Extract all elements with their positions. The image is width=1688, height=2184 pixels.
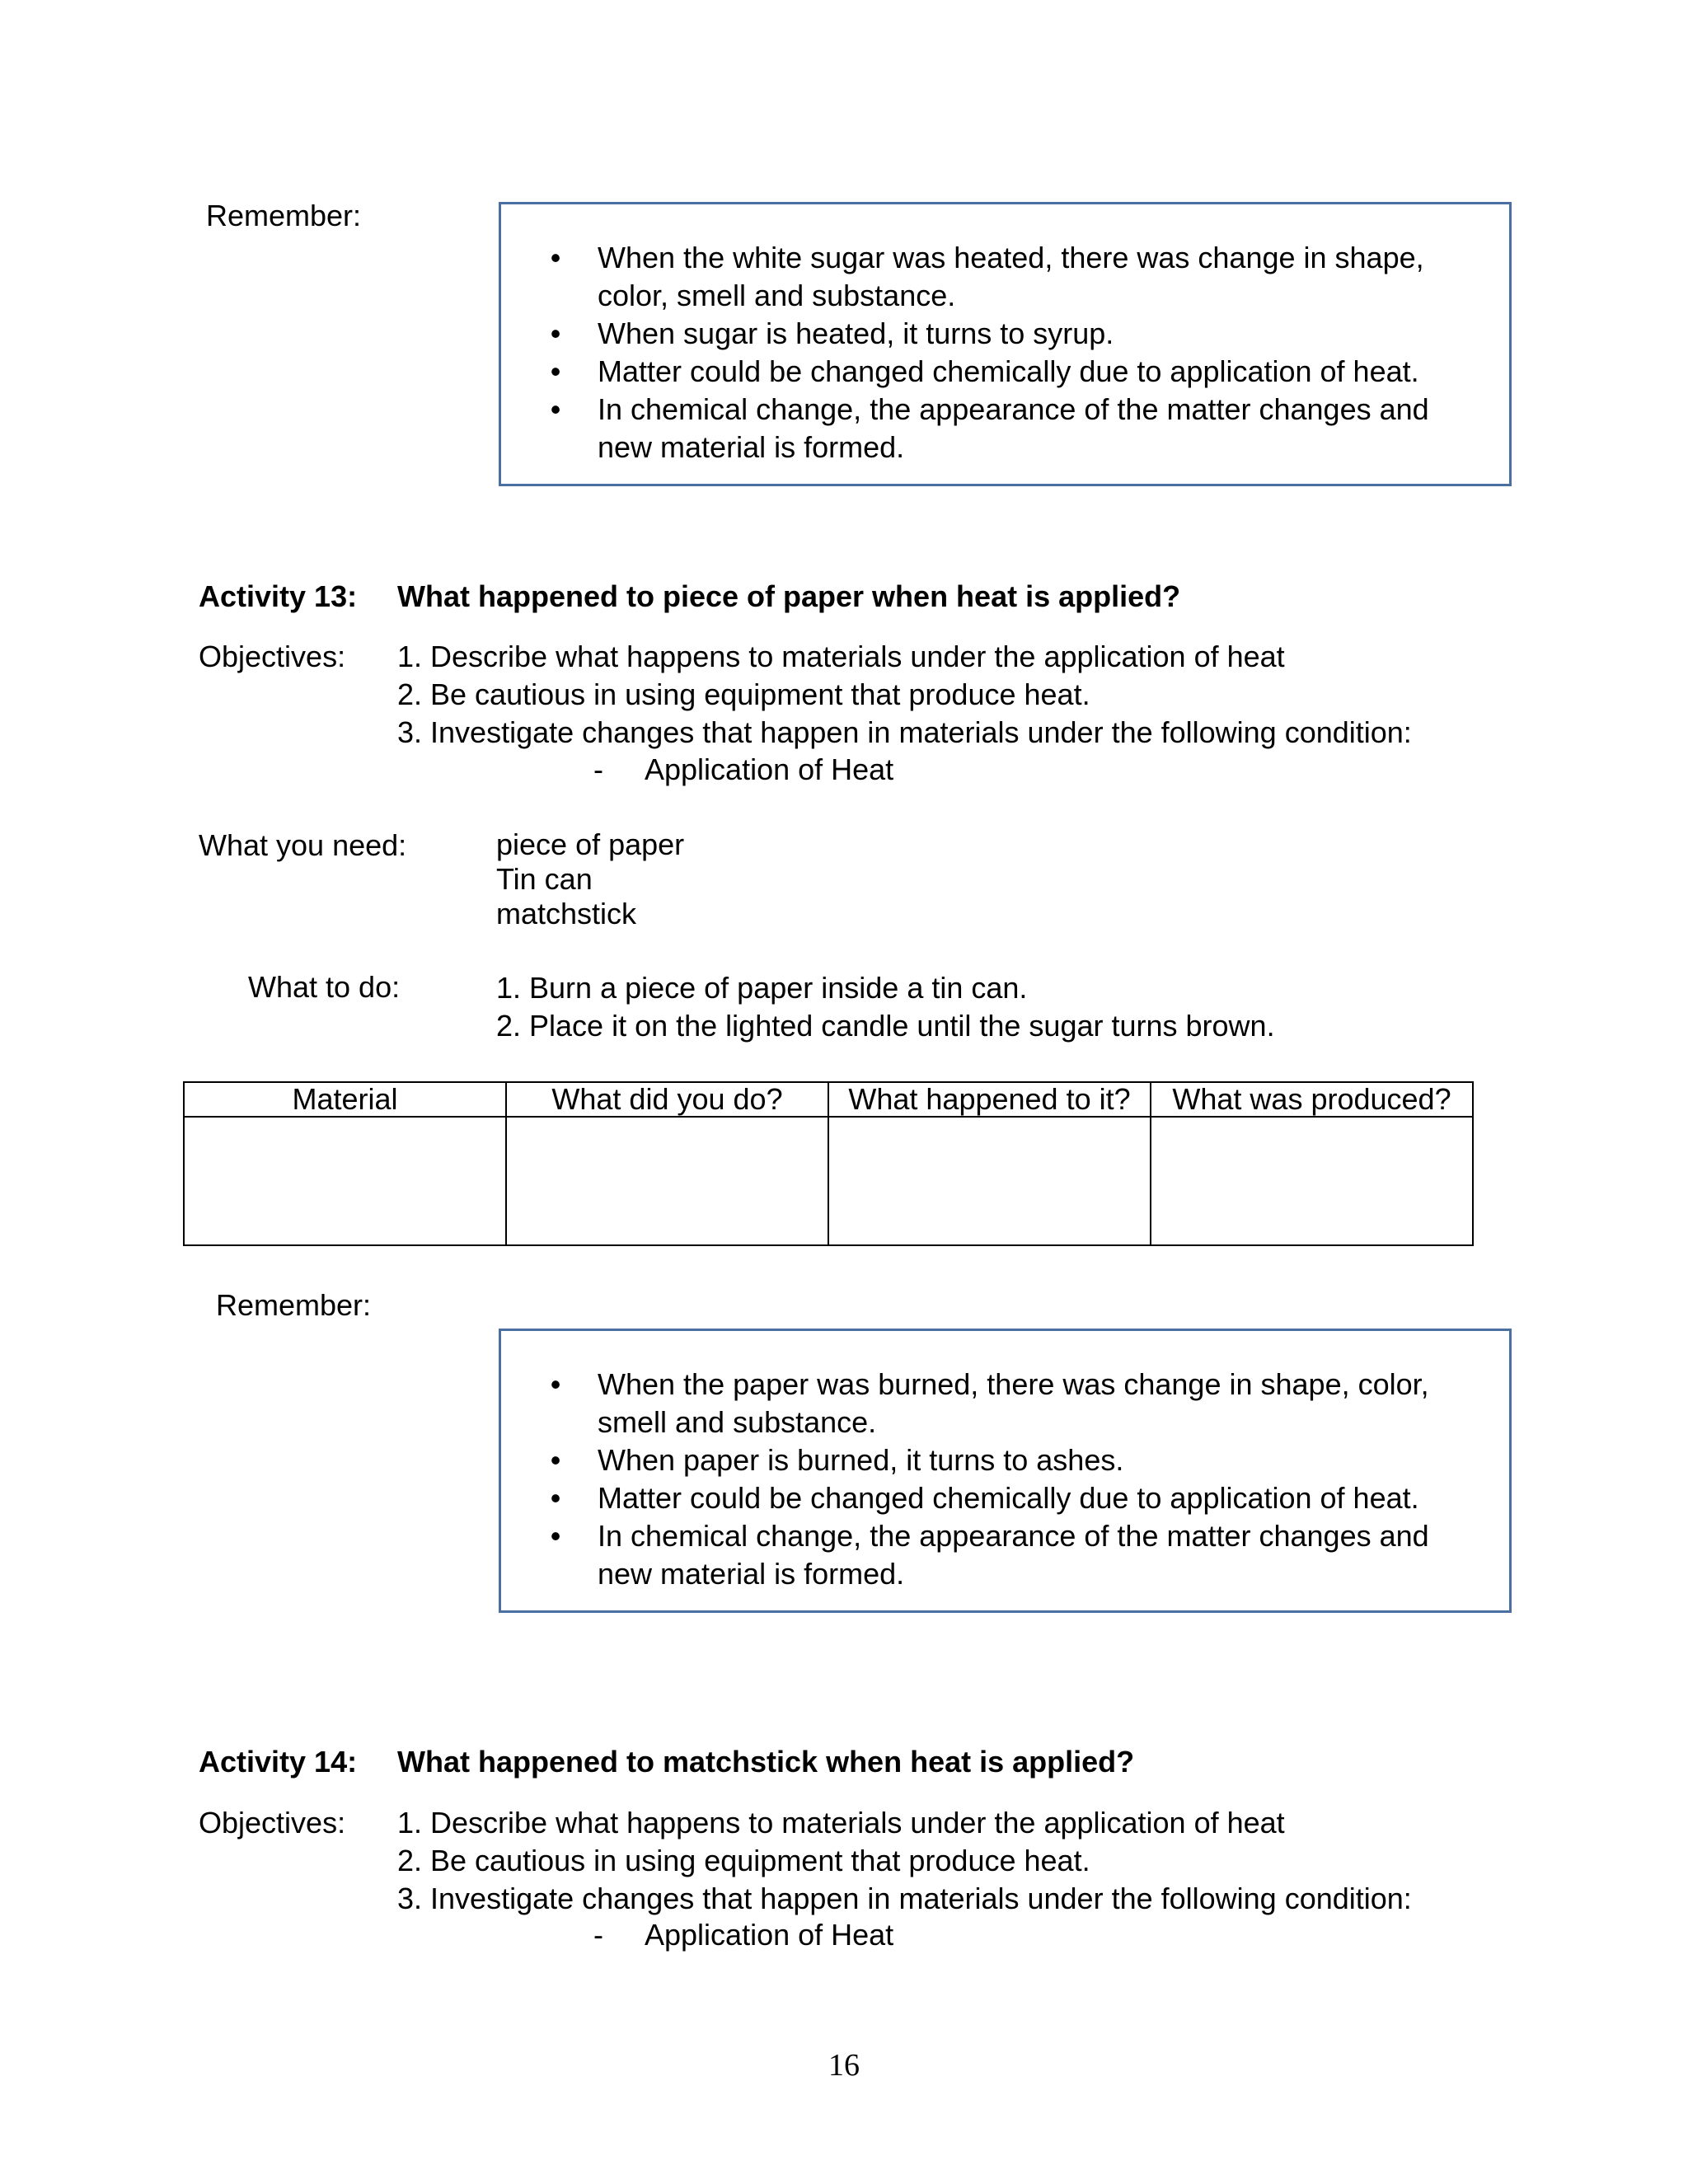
table-cell[interactable]: [506, 1117, 828, 1245]
remember-label: Remember:: [216, 1288, 372, 1322]
list-item: • Matter could be changed chemically due to application of heat.: [501, 353, 1463, 391]
objective-item: 2. Be cautious in using equipment that produce heat.: [397, 677, 1090, 711]
needs-list: [496, 827, 684, 931]
condition-dash: -: [593, 752, 603, 786]
todo-label: What to do:: [248, 970, 401, 1004]
remember-list: [501, 239, 1509, 466]
condition-text: Application of Heat: [645, 1918, 894, 1952]
objective-item: 1. Describe what happens to materials under the application of heat: [397, 1806, 1285, 1840]
need-item: piece of paper: [496, 827, 685, 861]
table-cell[interactable]: [828, 1117, 1151, 1245]
activity-title: What happened to piece of paper when heat is applied?: [397, 579, 1181, 613]
list-item: • In chemical change, the appearance of the matter changes and new material is formed.: [501, 1517, 1463, 1593]
step-item: 2. Place it on the lighted candle until the sugar turns brown.: [496, 1009, 1275, 1043]
table-header-material: Material: [184, 1082, 506, 1117]
list-item: • When sugar is heated, it turns to syrup.: [501, 315, 1463, 353]
bullet-icon: •: [550, 1519, 561, 1553]
list-item: • In chemical change, the appearance of the matter changes and new material is formed.: [501, 391, 1463, 466]
bullet-icon: •: [550, 316, 561, 350]
activity-number: Activity 13:: [199, 579, 358, 613]
condition-text: Application of Heat: [645, 752, 894, 786]
remember-label: Remember:: [206, 199, 362, 232]
step-item: 1. Burn a piece of paper inside a tin can.: [496, 971, 1028, 1005]
objectives-label: Objectives:: [199, 1806, 346, 1840]
remember-list: [501, 1366, 1509, 1593]
table-header-action: What did you do?: [506, 1082, 828, 1117]
objectives-list: [397, 638, 1412, 752]
need-label: What you need:: [199, 828, 407, 862]
observation-table: [183, 1081, 1474, 1246]
activity-number: Activity 14:: [199, 1745, 358, 1779]
remember-box: [499, 202, 1512, 486]
table-cell[interactable]: [1151, 1117, 1473, 1245]
table-header-row: [184, 1082, 1473, 1117]
table-header-result: What happened to it?: [828, 1082, 1151, 1117]
objectives-list: [397, 1804, 1412, 1918]
remember-box: [499, 1329, 1512, 1613]
bullet-icon: •: [550, 354, 561, 388]
list-item: • When paper is burned, it turns to ashes.: [501, 1441, 1463, 1479]
page-number: 16: [828, 2048, 860, 2083]
activity-title: What happened to matchstick when heat is applied?: [397, 1745, 1135, 1779]
bullet-icon: •: [550, 392, 561, 426]
condition-dash: -: [593, 1918, 603, 1952]
steps-list: [496, 969, 1275, 1045]
list-item: • Matter could be changed chemically due to application of heat.: [501, 1479, 1463, 1517]
need-item: matchstick: [496, 897, 637, 930]
bullet-icon: •: [550, 241, 561, 274]
table-header-product: What was produced?: [1151, 1082, 1473, 1117]
bullet-icon: •: [550, 1481, 561, 1515]
objective-item: 3. Investigate changes that happen in materials under the following condition:: [397, 715, 1412, 749]
need-item: Tin can: [496, 862, 593, 896]
list-item: • When the paper was burned, there was change in shape, color, smell and substance.: [501, 1366, 1463, 1441]
list-item: • When the white sugar was heated, there was change in shape, color, smell and substance.: [501, 239, 1463, 315]
table-cell[interactable]: [184, 1117, 506, 1245]
objective-item: 2. Be cautious in using equipment that produce heat.: [397, 1844, 1090, 1877]
objectives-label: Objectives:: [199, 640, 346, 673]
objective-item: 3. Investigate changes that happen in materials under the following condition:: [397, 1882, 1412, 1915]
bullet-icon: •: [550, 1367, 561, 1401]
bullet-icon: •: [550, 1443, 561, 1477]
table-row: [184, 1117, 1473, 1245]
objective-item: 1. Describe what happens to materials under the application of heat: [397, 640, 1285, 673]
